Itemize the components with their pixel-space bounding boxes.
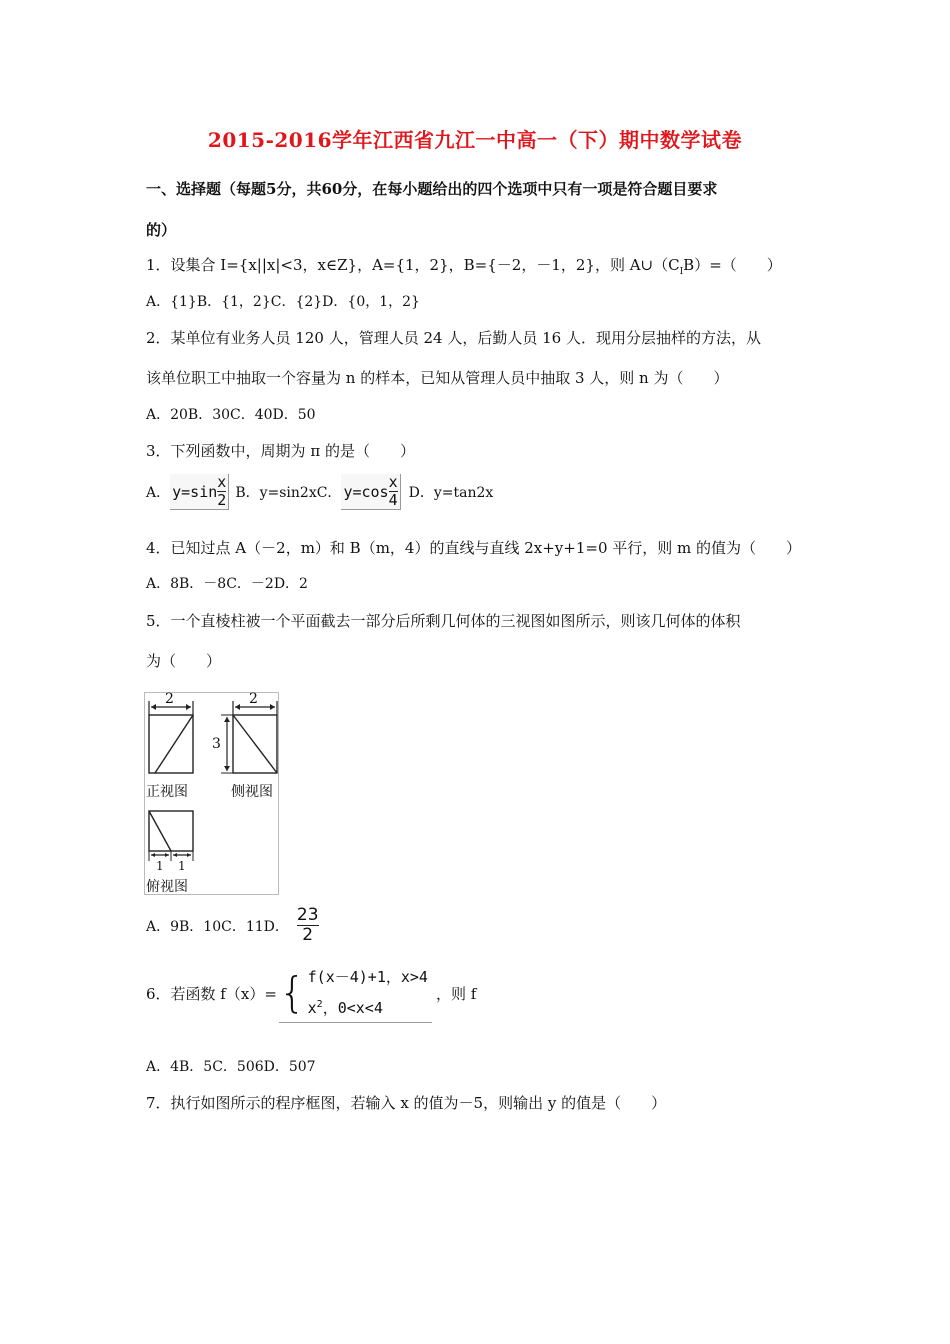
three-view-figure [144,692,279,895]
question-1-text-b: B）=（ ） [683,256,782,274]
question-5-line2: 为（ ） [146,652,222,670]
question-2-line1: 2．某单位有业务人员 120 人，管理人员 24 人，后勤人员 16 人．现用分层抽样的方法，从 [146,329,761,347]
option-c-func: y=cos [343,482,389,501]
option-a-fraction [217,474,226,509]
option-a-denominator: 2 [217,491,227,509]
option-c-numerator: x [388,473,398,491]
option-d-denominator: 2 [302,925,314,945]
side-view-width: 2 [249,691,258,707]
section-heading-line2: 的） [146,221,177,239]
page-title: 2015-2016学年江西省九江一中高一（下）期中数学试卷 [207,128,743,152]
question-2-options: A．20B．30C．40D．50 [146,407,316,423]
case-2-condition: ，0<x<4 [322,999,383,1017]
top-view-label: 俯视图 [146,879,188,895]
question-3-option-a-label: A． [146,485,171,501]
question-5-line1: 5．一个直棱柱被一个平面截去一部分后所剩几何体的三视图如图所示，则该几何体的体积 [146,612,741,630]
option-a-func: y=sin [172,482,218,501]
case-2-base: x [307,999,317,1017]
question-2-line2: 该单位职工中抽取一个容量为 n 的样本，已知从管理人员中抽取 3 人，则 n 为（ ） [146,369,729,387]
top-view-left-width: 1 [156,859,164,873]
top-view-right-width: 1 [178,859,186,873]
question-5-options-text: A．9B．10C．11D． [146,918,289,935]
question-3-options [146,474,493,510]
section-heading-line1: 一、选择题（每题5分，共60分，在每小题给出的四个选项中只有一项是符合题目要求 [146,180,718,198]
side-view-height: 3 [212,736,221,752]
question-3-option-b: B．y=sin2xC． [235,485,342,501]
question-6-piecewise [279,964,432,1023]
question-4-options: A．8B．－8C．－2D．2 [146,576,308,592]
question-6 [146,964,476,1023]
question-7-text: 7．执行如图所示的程序框图，若输入 x 的值为－5，则输出 y 的值是（ ） [146,1094,667,1112]
question-1-options: A．{1}B．{1，2}C．{2}D．{0，1，2} [146,294,420,310]
question-6-suffix: ，则 f [435,985,477,1003]
piecewise-case-1: f(x－4)+1，x>4 [307,968,428,986]
front-view-label: 正视图 [146,784,188,800]
question-6-options: A．4B．5C．506D．507 [146,1059,316,1075]
question-5-option-d-fraction [297,906,319,945]
case-2-exponent: 2 [316,999,323,1010]
question-1-text-a: 1．设集合 I={x||x|<3，x∈Z}，A={1，2}，B={－2，－1，2}，则 A∪（C [146,256,680,274]
front-view-width: 2 [165,691,174,707]
side-view-label: 侧视图 [231,784,273,800]
question-1-subscript: I [679,267,684,277]
option-a-numerator: x [217,473,227,491]
piecewise-cases [308,964,428,1022]
question-3-option-a-formula [170,474,229,510]
question-6-prefix: 6．若函数 f（x）= [146,985,277,1003]
question-1 [146,254,782,277]
option-c-fraction [389,474,398,509]
question-5-options [146,906,319,945]
question-3-text: 3．下列函数中，周期为 π 的是（ ） [146,442,415,460]
option-c-denominator: 4 [388,491,398,509]
question-4-text: 4．已知过点 A（－2，m）和 B（m，4）的直线与直线 2x+y+1=0 平行，则 m 的值为（ ） [146,539,802,557]
option-d-numerator: 23 [296,905,319,925]
piecewise-case-2 [308,991,428,1022]
question-3-option-c-formula [341,474,400,510]
piecewise-brace: { [278,968,306,1017]
question-3-option-d: D．y=tan2x [408,485,494,501]
